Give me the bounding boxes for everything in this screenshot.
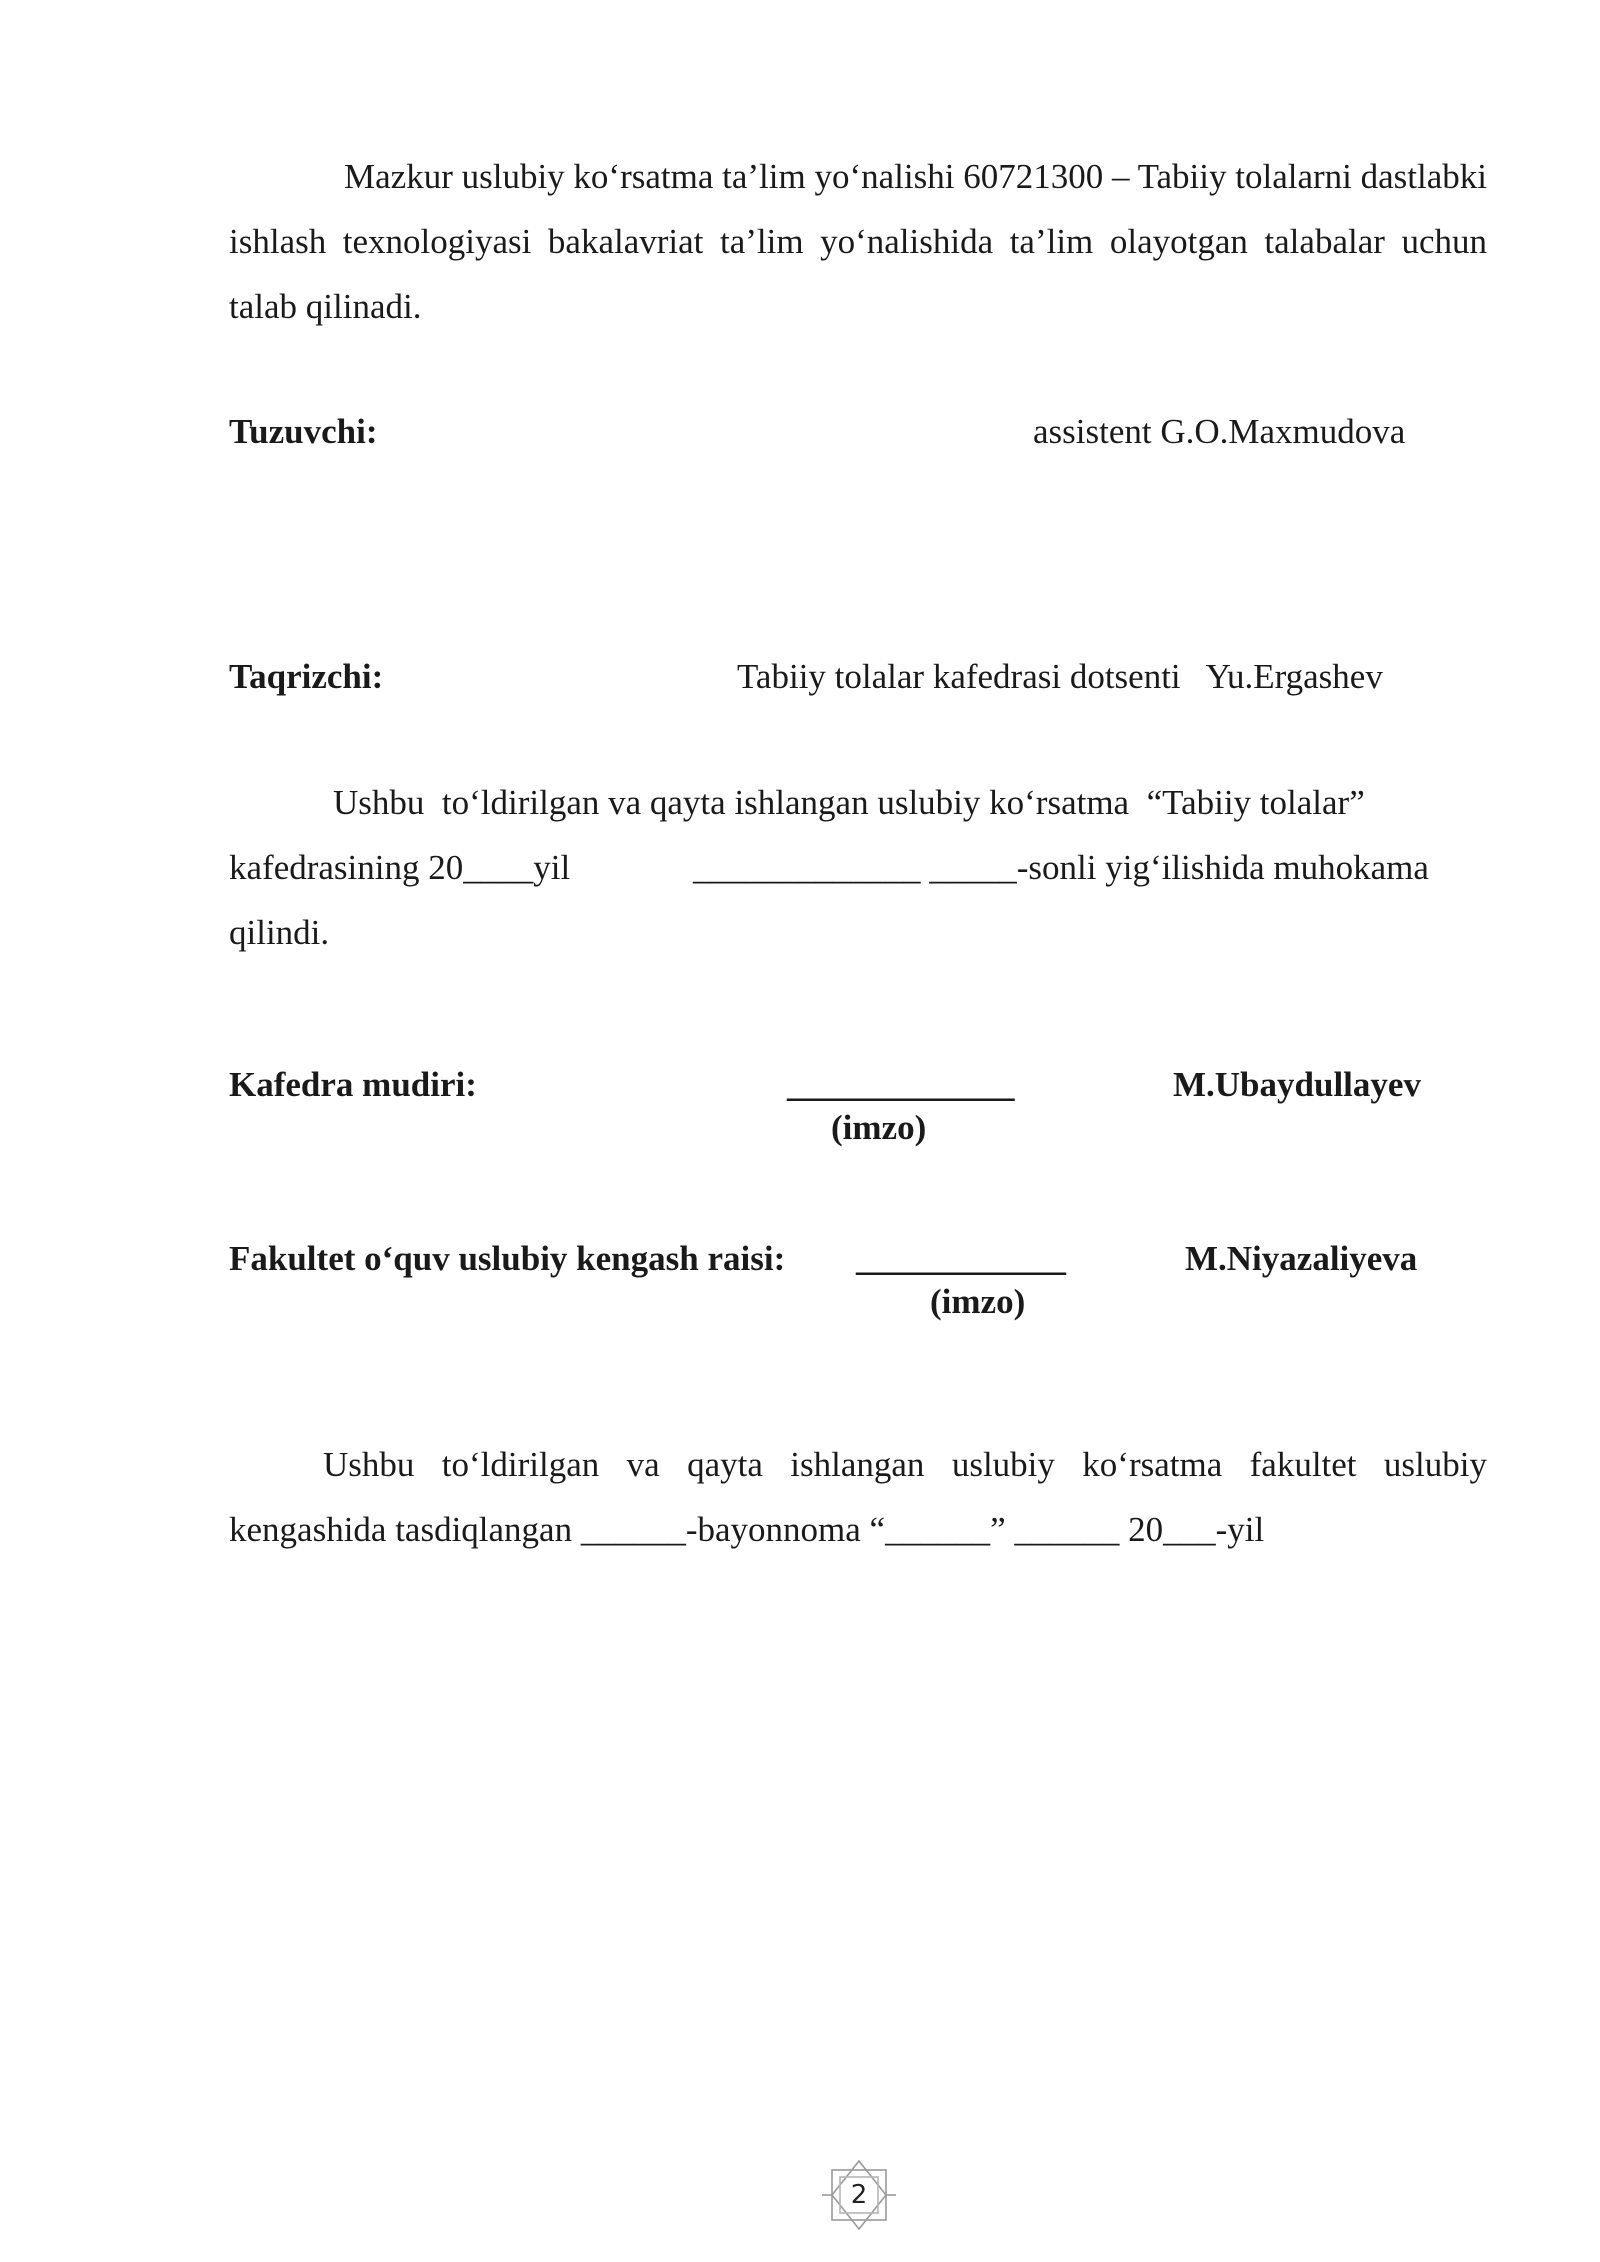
council-chair-signature-caption: (imzo) <box>930 1282 1026 1321</box>
discussion-line-3: qilindi. <box>229 913 330 952</box>
reviewer-label: Taqrizchi: <box>229 657 384 696</box>
intro-paragraph <box>229 144 1487 339</box>
compiler-label: Tuzuvchi: <box>229 412 378 451</box>
council-chair-label: Fakultet o‘quv uslubiy kengash raisi: <box>229 1239 786 1278</box>
discussion-line-2-right: _____________ _____-sonli yig‘ilishida muhokama <box>693 848 1429 887</box>
council-chair-signature-line: ____________ <box>856 1239 1066 1278</box>
discussion-line-1: Ushbu to‘ldirilgan va qayta ishlangan uslubiy ko‘rsatma “Tabiiy tolalar” <box>333 783 1365 822</box>
head-of-department-signature-line: _____________ <box>787 1065 1015 1104</box>
head-of-department-signature-caption: (imzo) <box>831 1108 927 1147</box>
approval-text: Ushbu to‘ldirilgan va qayta ishlangan uslubiy ko‘rsatma fakultet uslubiy kengashida tasdiqlangan ______-bayonnoma “______” ______ 20___-yil <box>229 1445 1487 1549</box>
reviewer-name: Tabiiy tolalar kafedrasi dotsenti Yu.Ergashev <box>737 657 1383 696</box>
head-of-department-label: Kafedra mudiri: <box>229 1065 477 1104</box>
discussion-line-2-left: kafedrasining 20____yil <box>229 848 571 887</box>
intro-text: Mazkur uslubiy ko‘rsatma ta’lim yo‘nalishi 60721300 – Tabiiy tolalarni dastlabki ishlash texnologiyasi bakalavriat ta’lim yo‘nalishida ta’lim olayotgan talabalar uchun talab qilinadi. <box>229 157 1487 326</box>
head-of-department-name: M.Ubaydullayev <box>1173 1065 1421 1104</box>
compiler-name: assistent G.O.Maxmudova <box>1033 412 1406 451</box>
council-chair-name: M.Niyazaliyeva <box>1185 1239 1418 1278</box>
approval-paragraph <box>229 1432 1487 1562</box>
page-number: 2 <box>850 2180 868 2210</box>
